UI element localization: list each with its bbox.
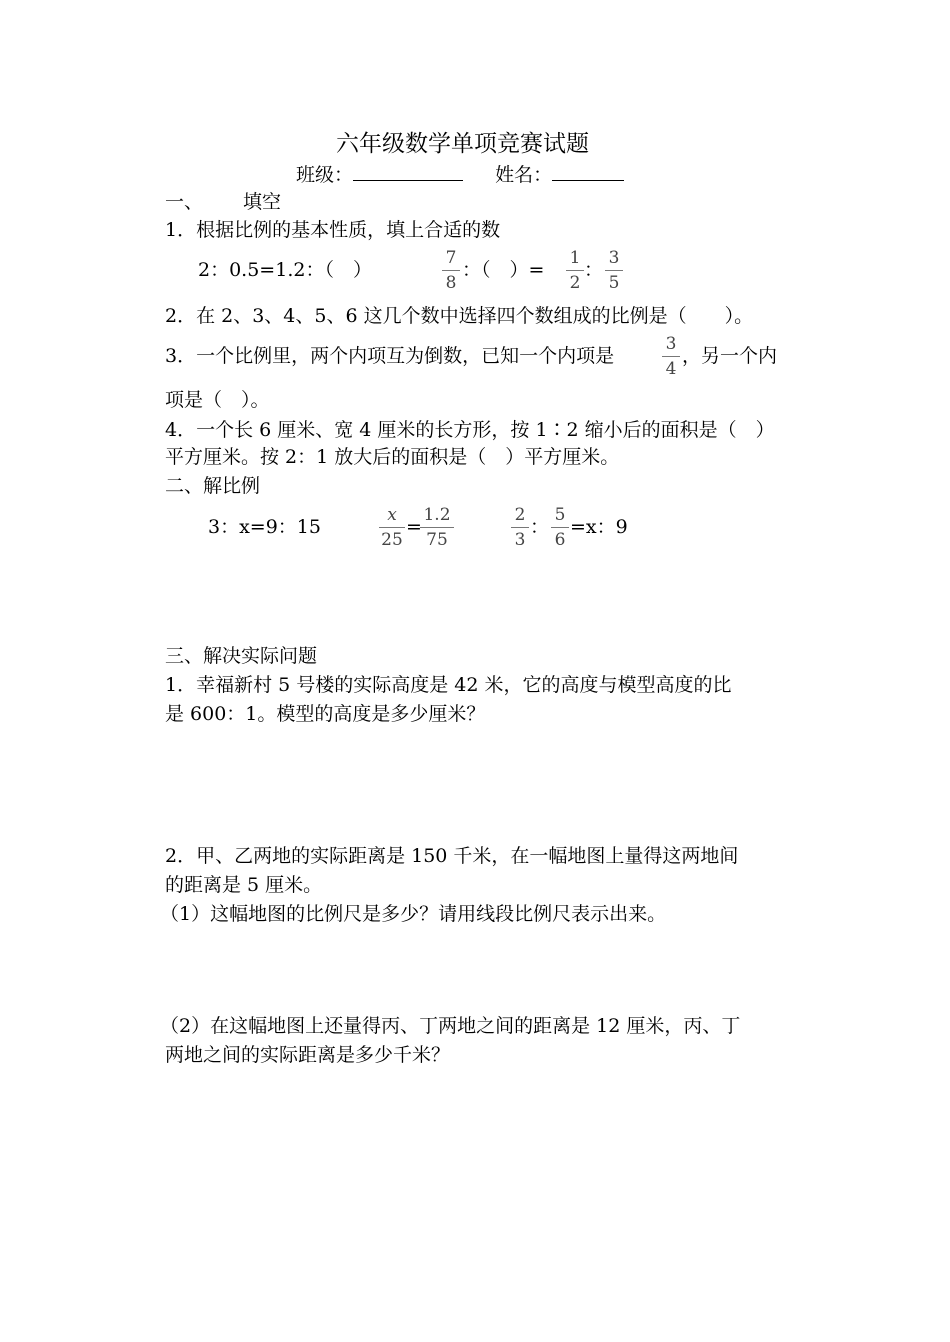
section-3-heading: 三、解决实际问题 xyxy=(165,645,318,667)
equation-3-colon: ： xyxy=(530,516,550,538)
section-1-heading xyxy=(165,190,281,214)
problem-1-line2: 是 600：1。模型的高度是多少厘米？ xyxy=(165,703,486,725)
question-1-4-line1: 4．一个长 6 厘米、宽 4 厘米的长方形，按 1∶2 缩小后的面积是（ ） xyxy=(165,419,775,441)
question-1-3-text: 3．一个比例里，两个内项互为倒数，已知一个内项是 xyxy=(165,345,615,367)
question-1-3-line2: 项是（ ）。 xyxy=(165,389,270,411)
section-1-title: 填空 xyxy=(243,191,282,213)
fraction-x-25: x 25 xyxy=(379,505,405,550)
question-1-3-line1 xyxy=(165,344,614,368)
question-1-4-line2: 平方厘米。按 2：1 放大后的面积是（ ）平方厘米。 xyxy=(165,446,620,468)
problem-2-part-1: （1）这幅地图的比例尺是多少？请用线段比例尺表示出来。 xyxy=(160,903,667,925)
problem-1-line1: 1．幸福新村 5 号楼的实际高度是 42 米，它的高度与模型高度的比 xyxy=(165,674,732,696)
question-1-1: 1．根据比例的基本性质，填上合适的数 xyxy=(165,219,501,241)
fraction-3-4: 3 4 xyxy=(662,334,680,379)
question-1-1-b-middle: ：（ ）= xyxy=(462,259,545,281)
fraction-2-3: 2 3 xyxy=(511,505,529,550)
fraction-7-8: 7 8 xyxy=(442,248,460,293)
section-2-heading: 二、解比例 xyxy=(165,475,261,497)
question-1-1-a: 2：0.5=1.2：（ ） xyxy=(198,259,372,281)
page-title: 六年级数学单项竞赛试题 xyxy=(336,131,589,157)
class-label: 班级： xyxy=(296,164,354,186)
equation-2-equals: = xyxy=(406,516,422,538)
problem-2-part-2-line2: 两地之间的实际距离是多少千米？ xyxy=(165,1044,451,1066)
problem-2-line1: 2．甲、乙两地的实际距离是 150 千米，在一幅地图上量得这两地间 xyxy=(165,845,739,867)
question-1-3-tail: ，另一个内 xyxy=(682,345,778,367)
equation-1: 3：x=9：15 xyxy=(208,516,321,538)
class-blank[interactable] xyxy=(353,162,463,181)
name-blank[interactable] xyxy=(552,162,624,181)
name-label: 姓名： xyxy=(495,164,553,186)
section-1-number: 一、 xyxy=(165,191,204,213)
student-info-row xyxy=(296,162,624,187)
fraction-1-2-75: 1.2 75 xyxy=(420,505,454,550)
fraction-5-6: 5 6 xyxy=(551,505,569,550)
problem-2-part-2-line1: （2）在这幅地图上还量得丙、丁两地之间的距离是 12 厘米，丙、丁 xyxy=(160,1015,741,1037)
fraction-3-5: 3 5 xyxy=(605,248,623,293)
equation-3-tail: =x：9 xyxy=(570,516,628,538)
question-1-2: 2．在 2、3、4、5、6 这几个数中选择四个数组成的比例是（ ）。 xyxy=(165,305,754,327)
question-1-1-b-colon: ： xyxy=(584,259,604,281)
fraction-1-2: 1 2 xyxy=(566,248,584,293)
problem-2-line2: 的距离是 5 厘米。 xyxy=(165,874,323,896)
